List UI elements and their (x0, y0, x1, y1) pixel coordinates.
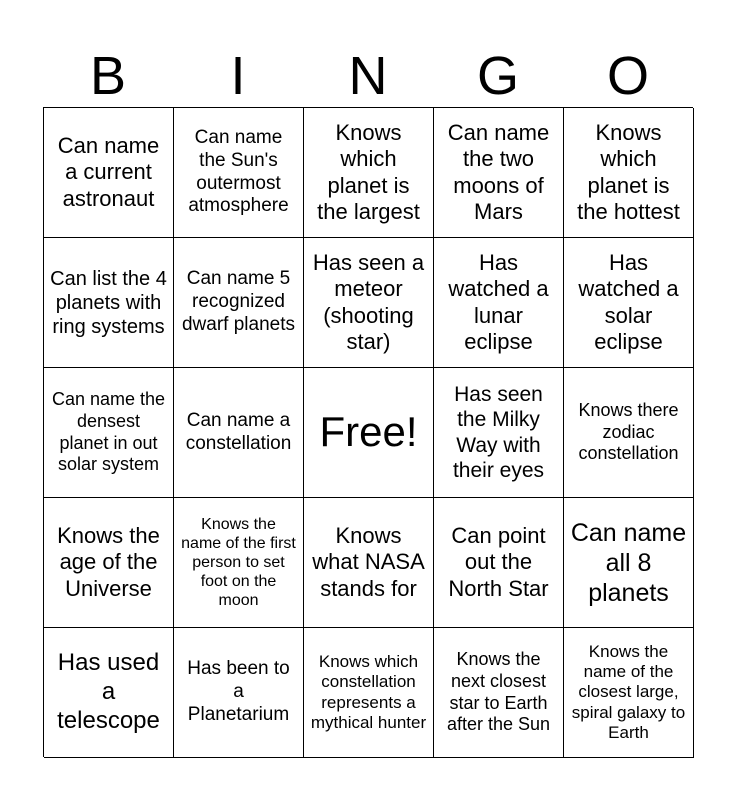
bingo-cell (434, 498, 564, 628)
bingo-cell (304, 498, 434, 628)
bingo-cell (304, 238, 434, 368)
cell-text: Knows the name of the first person to set foot on the moon (181, 515, 296, 610)
header-letter-i: I (230, 46, 246, 106)
cell-text: Has used a telescope (57, 649, 160, 734)
cell-text: Knows which planet is the hottest (577, 119, 680, 224)
bingo-cell (44, 238, 174, 368)
cell-text: Knows which planet is the largest (317, 119, 420, 224)
bingo-cell (434, 368, 564, 498)
cell-text: Knows which constellation represents a mythical hunter (310, 651, 427, 732)
bingo-cell (564, 108, 694, 238)
bingo-header (43, 44, 693, 108)
cell-text: Can name the Sun's outermost atmosphere (188, 126, 289, 217)
cell-text: Has seen the Milky Way with their eyes (452, 383, 545, 482)
cell-text: Can name the two moons of Mars (447, 119, 550, 224)
bingo-cell (174, 368, 304, 498)
bingo-cell-free (304, 368, 434, 498)
bingo-cell (434, 628, 564, 758)
cell-text: Has watched a solar eclipse (578, 249, 679, 354)
cell-text: Has been to a Planetarium (187, 658, 290, 725)
cell-text: Can name all 8 planets (570, 518, 687, 607)
header-letter-b: B (89, 46, 127, 106)
cell-text: Can name a constellation (185, 409, 292, 454)
bingo-cell (44, 628, 174, 758)
bingo-cell (174, 498, 304, 628)
bingo-cell (174, 108, 304, 238)
bingo-cell (174, 628, 304, 758)
bingo-cell (304, 628, 434, 758)
bingo-cell (434, 238, 564, 368)
bingo-grid (43, 107, 693, 757)
bingo-cell (44, 368, 174, 498)
bingo-cell (564, 368, 694, 498)
header-letter-n: N (348, 46, 388, 106)
cell-text: Knows what NASA stands for (312, 522, 425, 601)
cell-text: Can point out the North Star (448, 522, 549, 601)
cell-text: Can name the densest planet in out solar system (51, 389, 166, 475)
bingo-cell (564, 238, 694, 368)
bingo-cell (434, 108, 564, 238)
bingo-cell (564, 498, 694, 628)
bingo-cell (44, 498, 174, 628)
header-letter-o: O (606, 46, 649, 106)
bingo-cell (174, 238, 304, 368)
cell-text: Can name 5 recognized dwarf planets (181, 268, 295, 335)
cell-text: Has seen a meteor (shooting star) (312, 249, 425, 354)
bingo-cell (304, 108, 434, 238)
cell-text: Has watched a lunar eclipse (448, 249, 549, 354)
cell-text: Knows there zodiac constellation (578, 400, 679, 464)
cell-text: Knows the name of the closest large, spiral galaxy to Earth (571, 641, 686, 743)
cell-text: Knows the age of the Universe (57, 522, 160, 601)
cell-text: Can list the 4 planets with ring systems (50, 267, 167, 338)
cell-text: Can name a current astronaut (57, 132, 160, 211)
bingo-cell (564, 628, 694, 758)
header-letter-g: G (476, 46, 519, 106)
bingo-cell (44, 108, 174, 238)
free-space-text: Free! (319, 408, 418, 456)
cell-text: Knows the next closest star to Earth after the Sun (446, 649, 551, 735)
